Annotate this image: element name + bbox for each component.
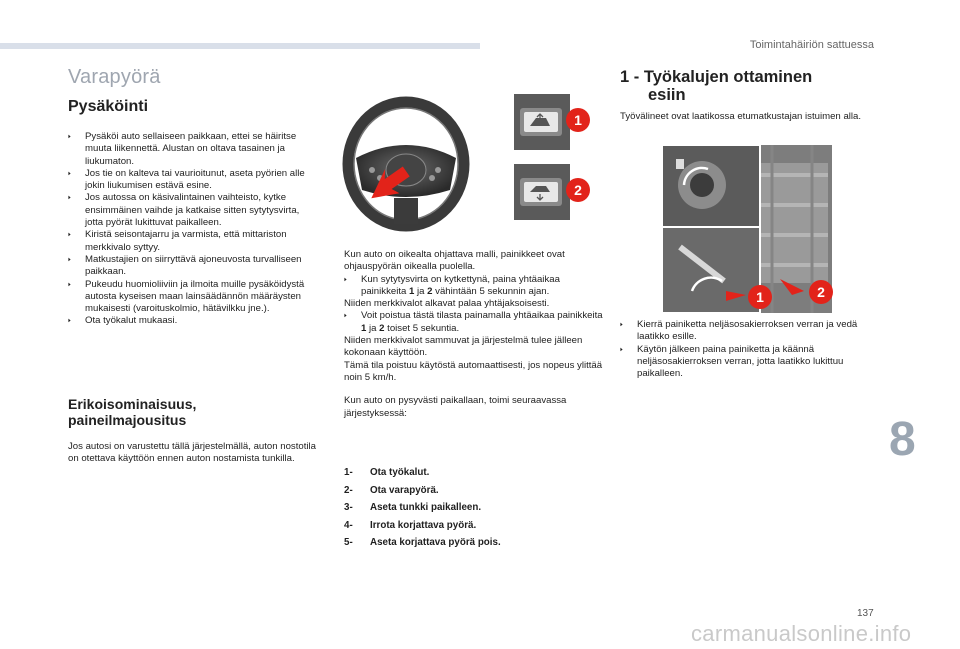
tools-heading: 1 - Työkalujen ottaminen esiin [620,68,813,104]
step-item: 2- Ota varapyörä. [344,484,439,496]
button-panel-2 [514,164,570,220]
list-item: 🢒 Ota työkalut mukaasi. [68,315,178,327]
bullet-icon: 🢒 [68,132,72,141]
bullet-icon: 🢒 [68,254,72,264]
para: Niiden merkkivalot alkavat palaa yhtäjaksoisesti. [344,298,550,310]
list-item: 🢒 Pukeudu huomioliiviin ja ilmoita muille pysäköidystä autosta kyseisen maan lainsäädännön määräysten mukaisesti (varoituskolmio, hätävilkku jne.). [68,278,305,315]
watermark: carmanualsonline.info [691,621,912,646]
parking-heading: Pysäköinti [68,98,149,115]
button-panel-1 [514,94,570,150]
bullet-icon: 🢒 [68,168,72,178]
para: Niiden merkkivalot sammuvat ja järjestelmä tulee jälleen kokonaan käyttöön. [344,335,583,359]
callout-1 [748,285,772,309]
bullet-icon: 🢒 [620,344,624,354]
list-item: 🢒 Matkustajien on siirryttävä ajoneuvosta turvalliseen paikkaan. [68,253,302,278]
list-item: 🢒 Pysäköi auto sellaiseen paikkaan, ettei se häiritse muuta liikennettä. Alustan on oltava tasainen ja liukumaton. [68,131,297,167]
header-band [0,43,480,49]
step-item: 3- Aseta tunkki paikalleen. [344,502,482,513]
tools-list [620,319,875,380]
callout-1 [566,108,590,132]
mode-instructions [344,249,604,420]
toolbox-figure [662,145,837,313]
step-item: 5- Aseta korjattava pyörä pois. [344,537,501,548]
list-item: 🢒 Voit poistua tästä tilasta painamalla yhtäaikaa painikkeita 1 ja 2 toiset 5 sekuntia. [344,310,603,334]
callout-label-1: 1 [574,112,582,128]
bullet-icon: 🢒 [68,230,72,240]
bullet-icon: 🢒 [344,274,348,284]
page-number: 137 [857,608,874,619]
list-item: 🢒 Käytön jälkeen paina painiketta ja käännä neljäsosakierroksen verran, jotta laatikko lukittuu paikalleen. [620,343,844,380]
callout-2 [809,280,833,304]
bullet-icon: 🢒 [344,311,348,321]
steering-wheel-figure [342,72,604,242]
detail-top [662,145,760,227]
callout-2 [566,178,590,202]
special-heading: Erikoisominaisuus, paineilmajousitus [68,396,197,428]
section-title: Varapyörä [68,66,161,88]
steps-list [344,467,604,555]
list-item: 🢒 Kiristä seisontajarru ja varmista, että mittariston merkkivalo syttyy. [68,229,287,253]
para: Tämä tila poistuu käytöstä automaattisesti, jos nopeus ylittää noin 5 km/h. [344,359,603,383]
list-item: 🢒 Jos autossa on käsivalintainen vaihteisto, kytke ensimmäinen vaihde ja katkaise sitten sytytysvirta, jotta pyörät lukittuvat paikalleen. [68,192,300,229]
callout-label-1: 1 [756,289,764,305]
bullet-icon: 🢒 [68,193,72,203]
chapter-number: 8 [889,413,916,466]
step-item: 1- Ota työkalut. [344,467,430,478]
chapter-title: Toimintahäiriön sattuessa [749,39,874,51]
bullet-icon: 🢒 [620,320,624,329]
para: Kun auto on pysyvästi paikallaan, toimi seuraavassa järjestyksessä: [344,395,567,419]
para: Kun auto on oikealta ohjattava malli, painikkeet ovat ohjauspyörän oikealla puolella. [344,249,565,273]
bullet-icon: 🢒 [68,316,72,326]
step-item: 4- Irrota korjattava pyörä. [344,519,477,531]
bullet-icon: 🢒 [68,279,72,289]
list-item: 🢒 Kierrä painiketta neljäsosakierroksen verran ja vedä laatikko esille. [620,319,858,343]
tools-intro: Työvälineet ovat laatikossa etumatkustajan istuimen alla. [620,111,862,122]
callout-label-2: 2 [817,284,825,300]
detail-bottom [662,227,760,313]
parking-list [68,131,318,328]
special-text: Jos autosi on varustettu tällä järjestelmällä, auton nostotila on otettava käyttöön ennen auton nostamista tunkilla. [68,441,316,465]
list-item: 🢒 Kun sytytysvirta on kytkettynä, paina yhtäaikaa painikkeita 1 ja 2 vähintään 5 sekunnin ajan. [344,273,560,297]
list-item: 🢒 Jos tie on kalteva tai vaurioitunut, aseta pyörien alle jokin liukumisen estävä esine. [68,167,305,192]
callout-label-2: 2 [574,182,582,198]
